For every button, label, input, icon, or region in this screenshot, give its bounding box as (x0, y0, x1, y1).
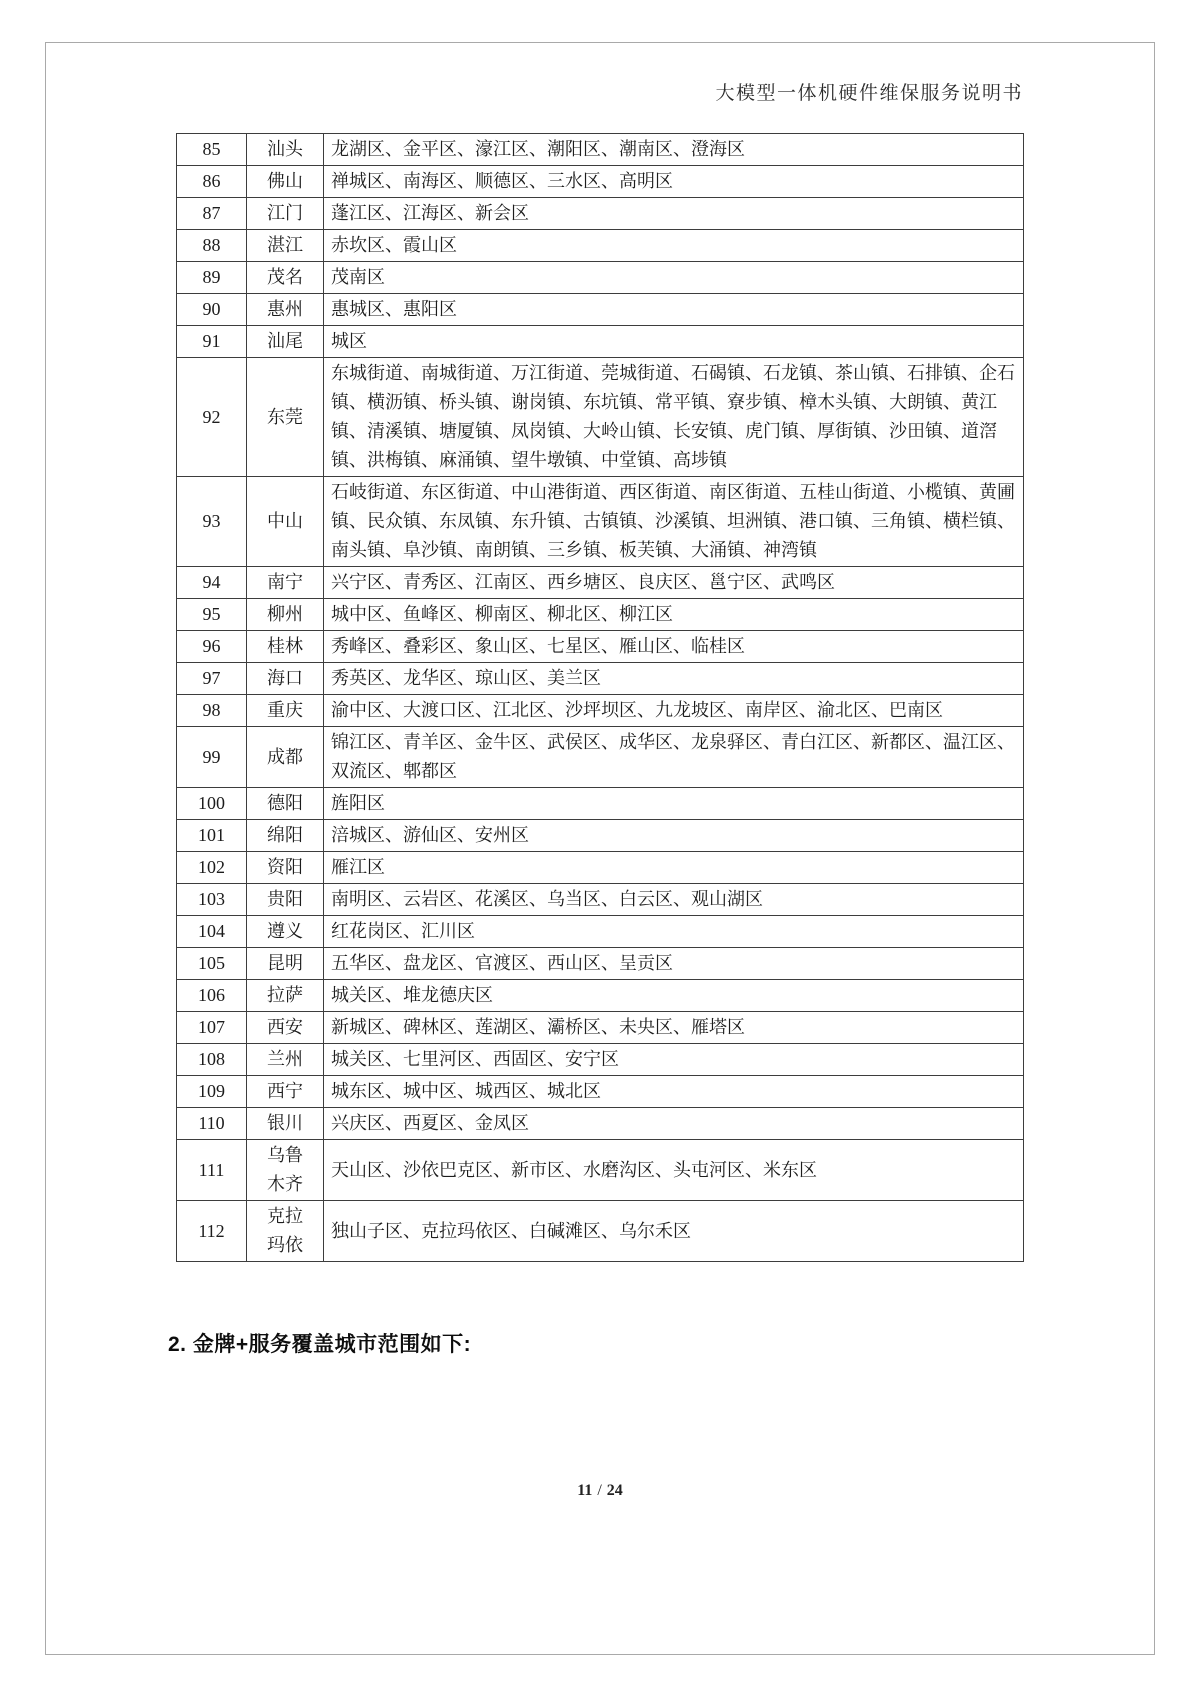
districts-cell: 秀峰区、叠彩区、象山区、七星区、雁山区、临桂区 (324, 631, 1024, 663)
districts-cell: 赤坎区、霞山区 (324, 230, 1024, 262)
row-number-cell: 98 (177, 695, 247, 727)
city-name-cell: 重庆 (247, 695, 324, 727)
districts-cell: 锦江区、青羊区、金牛区、武侯区、成华区、龙泉驿区、青白江区、新都区、温江区、双流区、郫都区 (324, 727, 1024, 788)
page-number-total: 24 (606, 1482, 623, 1499)
districts-cell: 龙湖区、金平区、濠江区、潮阳区、潮南区、澄海区 (324, 134, 1024, 166)
city-name-cell: 西安 (247, 1012, 324, 1044)
districts-cell: 渝中区、大渡口区、江北区、沙坪坝区、九龙坡区、南岸区、渝北区、巴南区 (324, 695, 1024, 727)
table-row (177, 1012, 1024, 1044)
table-row (177, 663, 1024, 695)
table-row (177, 884, 1024, 916)
row-number-cell: 101 (177, 820, 247, 852)
row-number-cell: 90 (177, 294, 247, 326)
row-number-cell: 110 (177, 1108, 247, 1140)
table-row (177, 852, 1024, 884)
row-number-cell: 89 (177, 262, 247, 294)
table-row (177, 820, 1024, 852)
districts-cell: 兴宁区、青秀区、江南区、西乡塘区、良庆区、邕宁区、武鸣区 (324, 567, 1024, 599)
city-name-cell: 惠州 (247, 294, 324, 326)
districts-cell: 南明区、云岩区、花溪区、乌当区、白云区、观山湖区 (324, 884, 1024, 916)
districts-cell: 独山子区、克拉玛依区、白碱滩区、乌尔禾区 (324, 1201, 1024, 1262)
table-row (177, 166, 1024, 198)
districts-cell: 涪城区、游仙区、安州区 (324, 820, 1024, 852)
table-row (177, 477, 1024, 567)
table-row (177, 358, 1024, 477)
row-number-cell: 104 (177, 916, 247, 948)
city-name-cell: 克拉玛依 (247, 1201, 324, 1262)
districts-cell: 旌阳区 (324, 788, 1024, 820)
city-name-cell: 柳州 (247, 599, 324, 631)
city-name-cell: 佛山 (247, 166, 324, 198)
table-row (177, 727, 1024, 788)
districts-cell: 城中区、鱼峰区、柳南区、柳北区、柳江区 (324, 599, 1024, 631)
city-name-cell: 南宁 (247, 567, 324, 599)
city-name-cell: 中山 (247, 477, 324, 567)
city-name-cell: 兰州 (247, 1044, 324, 1076)
city-name-cell: 茂名 (247, 262, 324, 294)
row-number-cell: 107 (177, 1012, 247, 1044)
table-row (177, 567, 1024, 599)
city-name-cell: 资阳 (247, 852, 324, 884)
table-row (177, 262, 1024, 294)
city-name-cell: 海口 (247, 663, 324, 695)
districts-cell: 蓬江区、江海区、新会区 (324, 198, 1024, 230)
row-number-cell: 97 (177, 663, 247, 695)
row-number-cell: 105 (177, 948, 247, 980)
city-name-cell: 遵义 (247, 916, 324, 948)
row-number-cell: 94 (177, 567, 247, 599)
row-number-cell: 96 (177, 631, 247, 663)
districts-cell: 惠城区、惠阳区 (324, 294, 1024, 326)
table-body (177, 134, 1024, 1262)
districts-cell: 兴庆区、西夏区、金凤区 (324, 1108, 1024, 1140)
table-row (177, 134, 1024, 166)
districts-cell: 禅城区、南海区、顺德区、三水区、高明区 (324, 166, 1024, 198)
table-row (177, 948, 1024, 980)
page-number-separator: / (597, 1482, 602, 1499)
row-number-cell: 95 (177, 599, 247, 631)
row-number-cell: 106 (177, 980, 247, 1012)
city-name-cell: 拉萨 (247, 980, 324, 1012)
row-number-cell: 112 (177, 1201, 247, 1262)
districts-cell: 城东区、城中区、城西区、城北区 (324, 1076, 1024, 1108)
doc-header-title: 大模型一体机硬件维保服务说明书 (715, 83, 1023, 104)
table-row (177, 326, 1024, 358)
row-number-cell: 109 (177, 1076, 247, 1108)
page-number-current: 11 (577, 1482, 593, 1499)
table-row (177, 695, 1024, 727)
table-row (177, 198, 1024, 230)
districts-cell: 新城区、碑林区、莲湖区、灞桥区、未央区、雁塔区 (324, 1012, 1024, 1044)
row-number-cell: 108 (177, 1044, 247, 1076)
city-coverage-table (176, 133, 1024, 1262)
table-row (177, 631, 1024, 663)
row-number-cell: 91 (177, 326, 247, 358)
districts-cell: 石岐街道、东区街道、中山港街道、西区街道、南区街道、五桂山街道、小榄镇、黄圃镇、民众镇、东凤镇、东升镇、古镇镇、沙溪镇、坦洲镇、港口镇、三角镇、横栏镇、南头镇、阜沙镇、南朗镇、三乡镇、板芙镇、大涌镇、神湾镇 (324, 477, 1024, 567)
city-name-cell: 西宁 (247, 1076, 324, 1108)
districts-cell: 天山区、沙依巴克区、新市区、水磨沟区、头屯河区、米东区 (324, 1140, 1024, 1201)
city-name-cell: 昆明 (247, 948, 324, 980)
districts-cell: 城关区、堆龙德庆区 (324, 980, 1024, 1012)
row-number-cell: 87 (177, 198, 247, 230)
districts-cell: 城区 (324, 326, 1024, 358)
row-number-cell: 102 (177, 852, 247, 884)
row-number-cell: 92 (177, 358, 247, 477)
table-row (177, 1140, 1024, 1201)
section-heading: 2. 金牌+服务覆盖城市范围如下: (168, 1333, 472, 1356)
city-name-cell: 银川 (247, 1108, 324, 1140)
city-name-cell: 湛江 (247, 230, 324, 262)
city-name-cell: 东莞 (247, 358, 324, 477)
city-name-cell: 绵阳 (247, 820, 324, 852)
table-row (177, 1108, 1024, 1140)
city-name-cell: 汕头 (247, 134, 324, 166)
city-name-cell: 乌鲁木齐 (247, 1140, 324, 1201)
row-number-cell: 103 (177, 884, 247, 916)
table-row (177, 294, 1024, 326)
districts-cell: 五华区、盘龙区、官渡区、西山区、呈贡区 (324, 948, 1024, 980)
row-number-cell: 100 (177, 788, 247, 820)
table-row (177, 599, 1024, 631)
row-number-cell: 111 (177, 1140, 247, 1201)
districts-cell: 茂南区 (324, 262, 1024, 294)
city-name-cell: 江门 (247, 198, 324, 230)
districts-cell: 雁江区 (324, 852, 1024, 884)
districts-cell: 城关区、七里河区、西固区、安宁区 (324, 1044, 1024, 1076)
table-row (177, 916, 1024, 948)
row-number-cell: 85 (177, 134, 247, 166)
city-name-cell: 贵阳 (247, 884, 324, 916)
districts-cell: 红花岗区、汇川区 (324, 916, 1024, 948)
row-number-cell: 93 (177, 477, 247, 567)
districts-cell: 秀英区、龙华区、琼山区、美兰区 (324, 663, 1024, 695)
table-row (177, 980, 1024, 1012)
row-number-cell: 88 (177, 230, 247, 262)
city-name-cell: 汕尾 (247, 326, 324, 358)
city-name-cell: 德阳 (247, 788, 324, 820)
table-row (177, 1044, 1024, 1076)
districts-cell: 东城街道、南城街道、万江街道、莞城街道、石碣镇、石龙镇、茶山镇、石排镇、企石镇、横沥镇、桥头镇、谢岗镇、东坑镇、常平镇、寮步镇、樟木头镇、大朗镇、黄江镇、清溪镇、塘厦镇、凤岗镇、大岭山镇、长安镇、虎门镇、厚街镇、沙田镇、道滘镇、洪梅镇、麻涌镇、望牛墩镇、中堂镇、高埗镇 (324, 358, 1024, 477)
table-row (177, 1201, 1024, 1262)
row-number-cell: 99 (177, 727, 247, 788)
page-footer (0, 1482, 1200, 1500)
row-number-cell: 86 (177, 166, 247, 198)
table-row (177, 1076, 1024, 1108)
table-row (177, 230, 1024, 262)
city-name-cell: 成都 (247, 727, 324, 788)
table-row (177, 788, 1024, 820)
city-name-cell: 桂林 (247, 631, 324, 663)
